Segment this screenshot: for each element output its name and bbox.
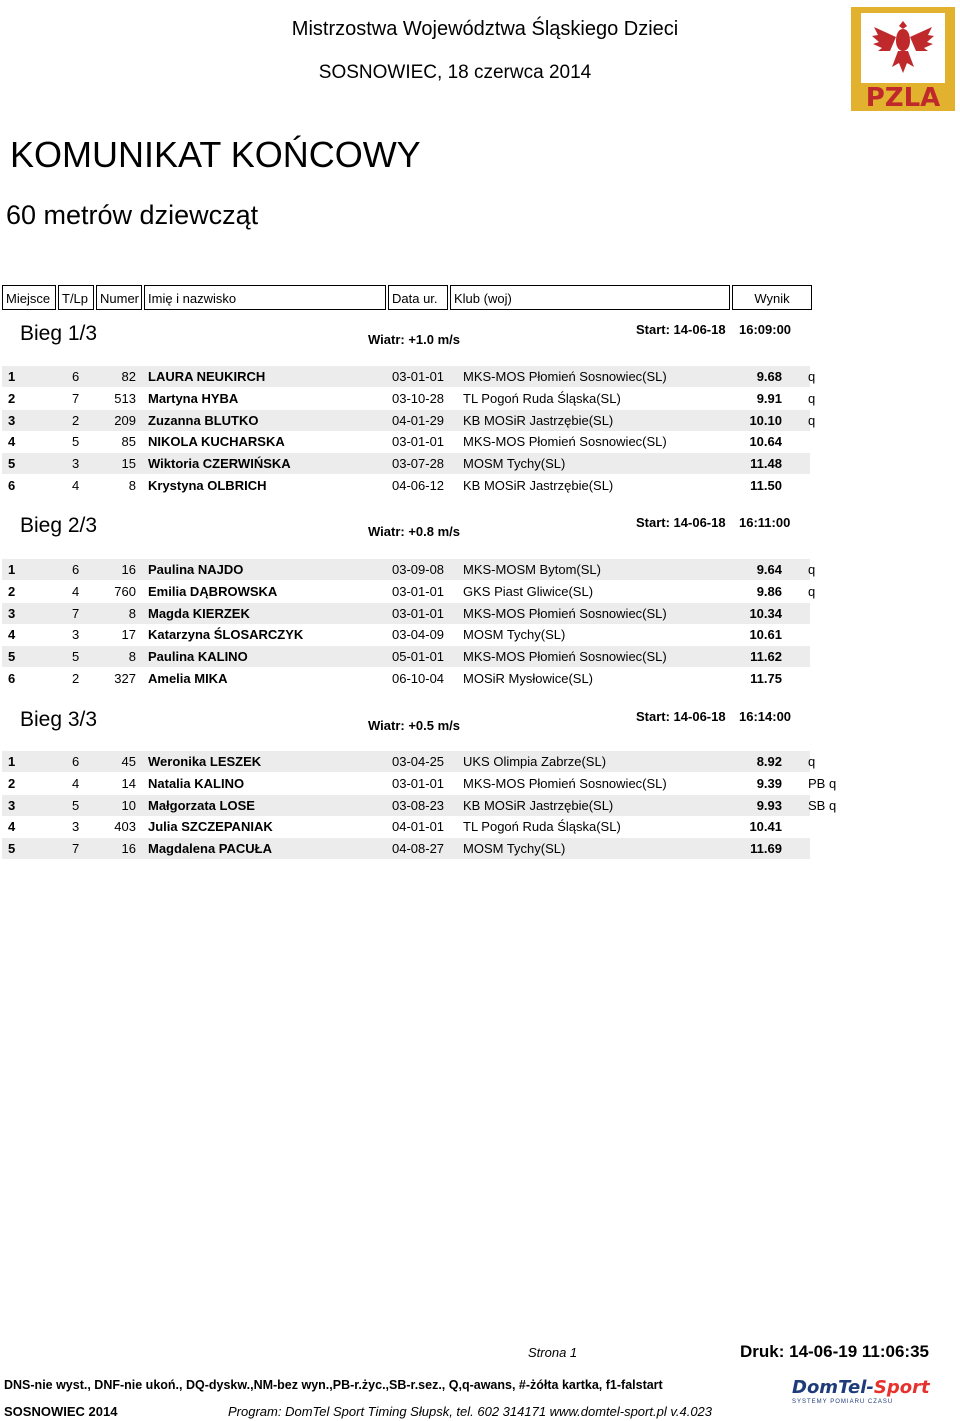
main-title: KOMUNIKAT KOŃCOWY (10, 134, 421, 175)
cell-club: KB MOSiR Jastrzębie(SL) (463, 797, 614, 813)
brand-name-a: DomTel- (792, 1377, 874, 1398)
col-dob: Data ur. (388, 285, 448, 310)
cell-bib: 209 (114, 412, 136, 428)
cell-bib: 10 (121, 797, 136, 813)
cell-name: Amelia MIKA (148, 671, 228, 686)
cell-place: 2 (8, 583, 16, 599)
cell-bib: 45 (121, 754, 136, 769)
championship-title: Mistrzostwa Województwa Śląskiego Dzieci (291, 18, 679, 40)
cell-dob: 03-01-01 (392, 775, 445, 791)
cell-bib: 403 (114, 819, 136, 835)
cell-dob: 03-01-01 (392, 605, 445, 621)
cell-lane: 2 (72, 671, 80, 686)
table-row (2, 751, 816, 773)
cell-result: 11.75 (750, 671, 782, 686)
heat-2-start: Start: 14-06-18 (636, 515, 726, 530)
cell-note: PB q (808, 775, 837, 791)
heat-1-time: 16:09:00 (739, 322, 792, 337)
cell-name: Magdalena PACUŁA (148, 841, 272, 857)
table-row (2, 795, 837, 817)
heat-3-title: Bieg 3/3 (20, 708, 98, 731)
cell-name: Paulina KALINO (148, 649, 248, 665)
cell-lane: 7 (72, 605, 80, 621)
cell-bib: 15 (121, 456, 136, 472)
cell-name: Wiktoria CZERWIŃSKA (148, 456, 291, 472)
program-info: Program: DomTel Sport Timing Słupsk, tel. 602 314171 www.domtel-sport.pl v.4.023 (228, 1404, 713, 1419)
cell-result: 8.92 (756, 754, 782, 769)
cell-place: 1 (8, 754, 16, 769)
col-miejsce: Miejsce (2, 285, 56, 310)
pzla-logo (851, 7, 955, 111)
cell-club: MKS-MOS Płomień Sosnowiec(SL) (463, 369, 667, 384)
cell-result: 9.91 (756, 390, 782, 406)
cell-dob: 03-01-01 (392, 369, 445, 384)
cell-club: MKS-MOS Płomień Sosnowiec(SL) (463, 605, 667, 621)
cell-dob: 04-08-27 (392, 841, 445, 857)
cell-dob: 04-06-12 (392, 478, 445, 493)
cell-club: MKS-MOS Płomień Sosnowiec(SL) (463, 649, 667, 665)
cell-club: GKS Piast Gliwice(SL) (463, 583, 594, 599)
cell-bib: 16 (121, 562, 136, 577)
cell-place: 3 (8, 412, 16, 428)
cell-bib: 8 (128, 605, 136, 621)
cell-name: Julia SZCZEPANIAK (148, 819, 273, 835)
cell-name: Martyna HYBA (148, 390, 239, 406)
cell-club: MKS-MOS Płomień Sosnowiec(SL) (463, 775, 667, 791)
cell-club: MOSM Tychy(SL) (463, 456, 566, 472)
cell-name: LAURA NEUKIRCH (148, 369, 266, 384)
cell-lane: 4 (72, 775, 80, 791)
cell-result: 10.41 (749, 819, 782, 835)
cell-lane: 7 (72, 390, 80, 406)
cell-result: 10.34 (749, 605, 782, 621)
cell-bib: 8 (128, 478, 136, 493)
cell-bib: 85 (121, 434, 136, 450)
cell-club: MOSiR Mysłowice(SL) (463, 671, 594, 686)
page-number: Strona 1 (528, 1345, 578, 1360)
cell-result: 11.69 (750, 841, 782, 857)
cell-club: MKS-MOSM Bytom(SL) (463, 562, 601, 577)
cell-club: KB MOSiR Jastrzębie(SL) (463, 478, 614, 493)
cell-bib: 16 (121, 841, 136, 857)
col-numer: Numer (96, 285, 142, 310)
table-row (2, 624, 812, 646)
heat-3-start: Start: 14-06-18 (636, 709, 726, 724)
cell-note: q (808, 390, 816, 406)
cell-lane: 5 (72, 434, 80, 450)
heat-2-title: Bieg 2/3 (20, 514, 98, 537)
heat-1-start: Start: 14-06-18 (636, 322, 726, 337)
domtel-logo (792, 1377, 942, 1409)
cell-club: KB MOSiR Jastrzębie(SL) (463, 412, 614, 428)
cell-lane: 7 (72, 841, 80, 857)
col-result: Wynik (732, 285, 812, 310)
table-row (2, 366, 816, 388)
table-row (2, 559, 816, 581)
cell-club: MOSM Tychy(SL) (463, 627, 566, 643)
cell-name: Krystyna OLBRICH (148, 478, 267, 493)
cell-lane: 3 (72, 456, 80, 472)
cell-dob: 03-07-28 (392, 456, 445, 472)
table-row (2, 668, 812, 690)
cell-note: q (808, 583, 816, 599)
cell-bib: 8 (128, 649, 136, 665)
table-row (2, 646, 812, 668)
cell-lane: 6 (72, 369, 80, 384)
cell-place: 6 (8, 478, 16, 493)
legend: DNS-nie wyst., DNF-nie ukoń., DQ-dyskw.,NM-bez wyn.,PB-r.życ.,SB-r.sez., Q,q-awans, #-żółta kartka, f1-falstart (4, 1378, 663, 1392)
print-timestamp: Druk: 14-06-19 11:06:35 (740, 1342, 930, 1361)
cell-lane: 2 (72, 412, 80, 428)
cell-lane: 3 (72, 627, 80, 643)
cell-place: 2 (8, 390, 16, 406)
cell-place: 3 (8, 605, 16, 621)
cell-place: 5 (8, 456, 16, 472)
table-row (2, 581, 816, 603)
cell-bib: 327 (114, 671, 136, 686)
table-row (2, 388, 816, 410)
cell-note: q (808, 412, 816, 428)
cell-place: 1 (8, 369, 16, 384)
cell-note: q (808, 562, 816, 577)
cell-result: 9.39 (756, 775, 782, 791)
table-row (2, 431, 812, 453)
cell-result: 11.62 (750, 649, 782, 665)
heat-2-time: 16:11:00 (739, 515, 791, 530)
cell-name: Zuzanna BLUTKO (148, 412, 259, 428)
cell-result: 11.48 (750, 456, 782, 472)
cell-bib: 513 (114, 390, 136, 406)
cell-name: Emilia DĄBROWSKA (148, 583, 278, 599)
cell-name: NIKOLA KUCHARSKA (148, 434, 285, 450)
heat-2-wind: Wiatr: +0.8 m/s (368, 524, 461, 539)
cell-club: TL Pogoń Ruda Śląska(SL) (463, 390, 621, 406)
col-name: Imię i nazwisko (144, 285, 386, 310)
cell-lane: 6 (72, 562, 80, 577)
cell-bib: 14 (121, 775, 136, 791)
cell-club: MKS-MOS Płomień Sosnowiec(SL) (463, 434, 667, 450)
eagle-icon (861, 13, 945, 83)
cell-lane: 5 (72, 649, 80, 665)
table-row (2, 475, 812, 497)
cell-lane: 4 (72, 583, 80, 599)
logo-text: PZLA (865, 83, 941, 113)
event-title: 60 metrów dziewcząt (6, 200, 259, 230)
cell-note: q (808, 369, 816, 384)
cell-dob: 03-10-28 (392, 390, 445, 406)
cell-result: 10.61 (749, 627, 782, 643)
column-header (2, 285, 812, 312)
heat-3-wind: Wiatr: +0.5 m/s (368, 718, 461, 733)
cell-club: UKS Olimpia Zabrze(SL) (463, 754, 607, 769)
cell-note: q (808, 754, 816, 769)
table-row (2, 773, 837, 795)
cell-lane: 6 (72, 754, 80, 769)
cell-dob: 06-10-04 (392, 671, 445, 686)
cell-name: Weronika LESZEK (148, 754, 262, 769)
cell-place: 3 (8, 797, 16, 813)
cell-name: Małgorzata LOSE (148, 797, 255, 813)
cell-name: Natalia KALINO (148, 775, 245, 791)
cell-place: 1 (8, 562, 16, 577)
heat-3-time: 16:14:00 (739, 709, 792, 724)
cell-lane: 4 (72, 478, 80, 493)
cell-dob: 03-04-25 (392, 754, 445, 769)
cell-name: Katarzyna ŚLOSARCZYK (148, 627, 304, 643)
cell-dob: 04-01-29 (392, 412, 445, 428)
cell-dob: 03-01-01 (392, 583, 445, 599)
cell-dob: 04-01-01 (392, 819, 445, 835)
cell-result: 10.10 (749, 412, 782, 428)
cell-result: 10.64 (749, 434, 782, 450)
cell-dob: 03-01-01 (392, 434, 445, 450)
cell-lane: 5 (72, 797, 80, 813)
cell-bib: 17 (121, 627, 136, 643)
cell-place: 2 (8, 775, 16, 791)
cell-result: 9.93 (756, 797, 782, 813)
cell-result: 9.86 (756, 583, 782, 599)
table-row (2, 453, 812, 475)
cell-place: 4 (8, 627, 16, 643)
cell-bib: 82 (121, 369, 136, 384)
cell-result: 11.50 (750, 478, 782, 493)
cell-lane: 3 (72, 819, 80, 835)
heat-1-wind: Wiatr: +1.0 m/s (368, 332, 461, 347)
cell-dob: 03-09-08 (392, 562, 445, 577)
place-date: SOSNOWIEC, 18 czerwca 2014 (318, 62, 592, 83)
brand-name-b: Sport (873, 1377, 930, 1398)
table-row (2, 603, 812, 625)
cell-place: 4 (8, 819, 16, 835)
cell-place: 6 (8, 671, 16, 686)
cell-club: TL Pogoń Ruda Śląska(SL) (463, 819, 621, 835)
cell-dob: 03-08-23 (392, 797, 445, 813)
cell-place: 5 (8, 649, 16, 665)
heat-1-title: Bieg 1/3 (20, 322, 98, 345)
col-tlp: T/Lp (58, 285, 94, 310)
cell-bib: 760 (114, 583, 136, 599)
cell-club: MOSM Tychy(SL) (463, 841, 566, 857)
table-row (2, 410, 816, 432)
cell-dob: 05-01-01 (392, 649, 445, 665)
cell-place: 4 (8, 434, 16, 450)
cell-result: 9.64 (756, 562, 782, 577)
cell-place: 5 (8, 841, 16, 857)
cell-note: SB q (808, 797, 837, 813)
table-row (2, 816, 812, 838)
cell-name: Paulina NAJDO (148, 562, 244, 577)
event-footer: SOSNOWIEC 2014 (4, 1404, 118, 1419)
cell-dob: 03-04-09 (392, 627, 445, 643)
cell-result: 9.68 (756, 369, 782, 384)
brand-tagline: SYSTEMY POMIARU CZASU (792, 1399, 894, 1405)
cell-name: Magda KIERZEK (148, 605, 250, 621)
table-row (2, 838, 812, 860)
col-club: Klub (woj) (450, 285, 730, 310)
